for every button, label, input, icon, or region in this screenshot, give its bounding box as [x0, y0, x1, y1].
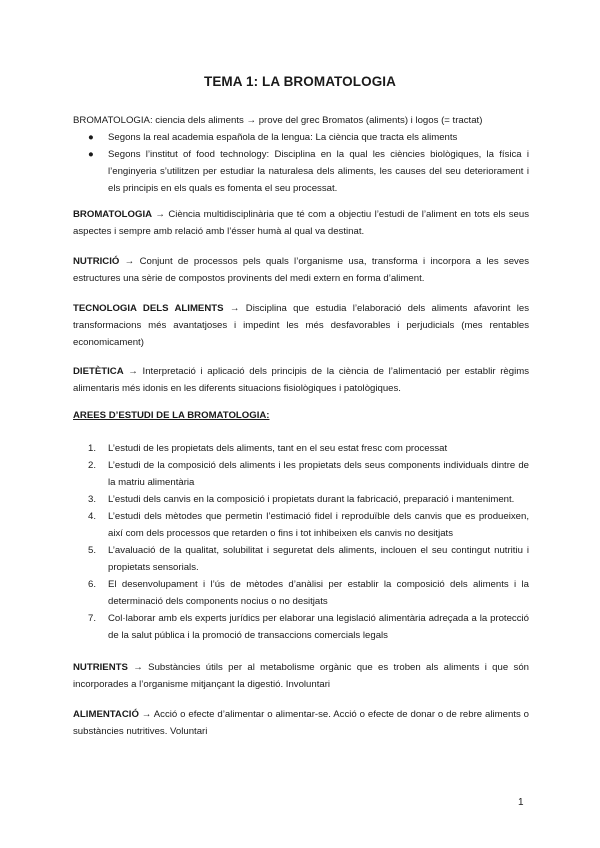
- definition-text: → Interpretació i aplicació dels principis de la ciència de l’alimentació per establir règims alimentaris més idonis en les diferents situacions fisiològiques i patològiques.: [73, 366, 529, 394]
- definition-term: NUTRICIÓ: [73, 256, 120, 267]
- areas-list: [88, 440, 529, 644]
- list-item: [88, 457, 529, 491]
- bullet-icon: ●: [88, 149, 94, 160]
- bullet-icon: ●: [88, 132, 94, 143]
- bullet-text: Segons la real academia española de la lengua: La ciència que tracta els aliments: [108, 132, 458, 143]
- definition-bromatologia: [73, 206, 529, 240]
- list-item: [88, 146, 529, 197]
- page-title: TEMA 1: LA BROMATOLOGIA: [203, 74, 397, 89]
- definition-text: → Disciplina que estudia l’elaboració dels aliments afavorint les transformacions més avantatjoses i impedint les més desfavorables i perjudicials (mes rentables economicament): [73, 303, 529, 348]
- definition-text: → Conjunt de processos pels quals l’organisme usa, transforma i incorpora a les seves estructures una sèrie de compostos provinents del medi extern en forma d’aliment.: [73, 256, 529, 284]
- definition-nutricio: [73, 253, 529, 287]
- item-number: 2.: [88, 460, 97, 471]
- item-number: 3.: [88, 494, 97, 505]
- definition-term: NUTRIENTS: [73, 662, 128, 673]
- areas-heading: AREES D’ESTUDI DE LA BROMATOLOGIA:: [73, 410, 270, 421]
- definition-alimentacio: [73, 706, 529, 740]
- definition-text: → Ciència multidisciplinària que té com a objectiu l’estudi de l’aliment en tots els seus aspectes i sempre amb relació amb l’ésser humà al qual va destinat.: [73, 209, 529, 237]
- item-number: 5.: [88, 545, 97, 556]
- item-text: L’avaluació de la qualitat, solubilitat i seguretat dels aliments, inclouen el seu contingut nutritiu i propietats sensorials.: [108, 545, 529, 573]
- bullet-text: Segons l’institut of food technology: Disciplina en la qual les ciències biològiques, la física i l’enginyeria s’utilitzen per estudiar la naturalesa dels aliments, les causes del seu deteriorament i els principis en els quals es fomenta el seu processat.: [108, 149, 529, 194]
- definition-term: ALIMENTACIÓ: [73, 709, 139, 720]
- intro-bullet-list: [88, 129, 529, 197]
- item-number: 6.: [88, 579, 97, 590]
- item-text: El desenvolupament i l’ús de mètodes d’anàlisi per establir la composició dels aliments i la determinació dels components nocius o no desitjats: [108, 579, 529, 607]
- intro-definition: BROMATOLOGIA: ciencia dels aliments → prove del grec Bromatos (aliments) i logos (= tractat): [73, 115, 483, 126]
- definition-nutrients: [73, 659, 529, 693]
- page-number: 1: [518, 797, 524, 808]
- list-item: [88, 129, 529, 146]
- definition-text: → Acció o efecte d’alimentar o alimentar-se. Acció o efecte de donar o de rebre aliments o substàncies nutritives. Voluntari: [73, 709, 529, 737]
- list-item: [88, 576, 529, 610]
- item-number: 4.: [88, 511, 97, 522]
- item-text: L’estudi de les propietats dels aliments, tant en el seu estat fresc com processat: [108, 443, 448, 454]
- definition-text: → Substàncies útils per al metabolisme orgànic que es troben als aliments i que són incorporades a l’organisme mitjançant la digestió. Involuntari: [73, 662, 529, 690]
- list-item: [88, 610, 529, 644]
- list-item: [88, 508, 529, 542]
- item-number: 7.: [88, 613, 97, 624]
- list-item: [88, 542, 529, 576]
- item-text: L’estudi dels mètodes que permetin l’estimació fidel i reproduïble dels canvis que es produeixen, així com dels processos que retarden o fins i tot inhibeixen els canvis no desitjats: [108, 511, 529, 539]
- definition-dietetica: [73, 363, 529, 397]
- item-text: L’estudi de la composició dels aliments i les propietats dels seus components individuals dintre de la matriu alimentària: [108, 460, 529, 488]
- item-text: Col·laborar amb els experts jurídics per elaborar una legislació alimentària adreçada a la protecció de la salut pública i la promoció de transaccions comercials legals: [108, 613, 529, 641]
- list-item: [88, 440, 529, 457]
- definition-term: TECNOLOGIA DELS ALIMENTS: [73, 303, 224, 314]
- item-text: L’estudi dels canvis en la composició i propietats durant la fabricació, preparació i manteniment.: [108, 494, 515, 505]
- definition-term: BROMATOLOGIA: [73, 209, 153, 220]
- item-number: 1.: [88, 443, 97, 454]
- list-item: [88, 491, 529, 508]
- definition-term: DIETÈTICA: [73, 366, 124, 377]
- definition-tecnologia: [73, 300, 529, 351]
